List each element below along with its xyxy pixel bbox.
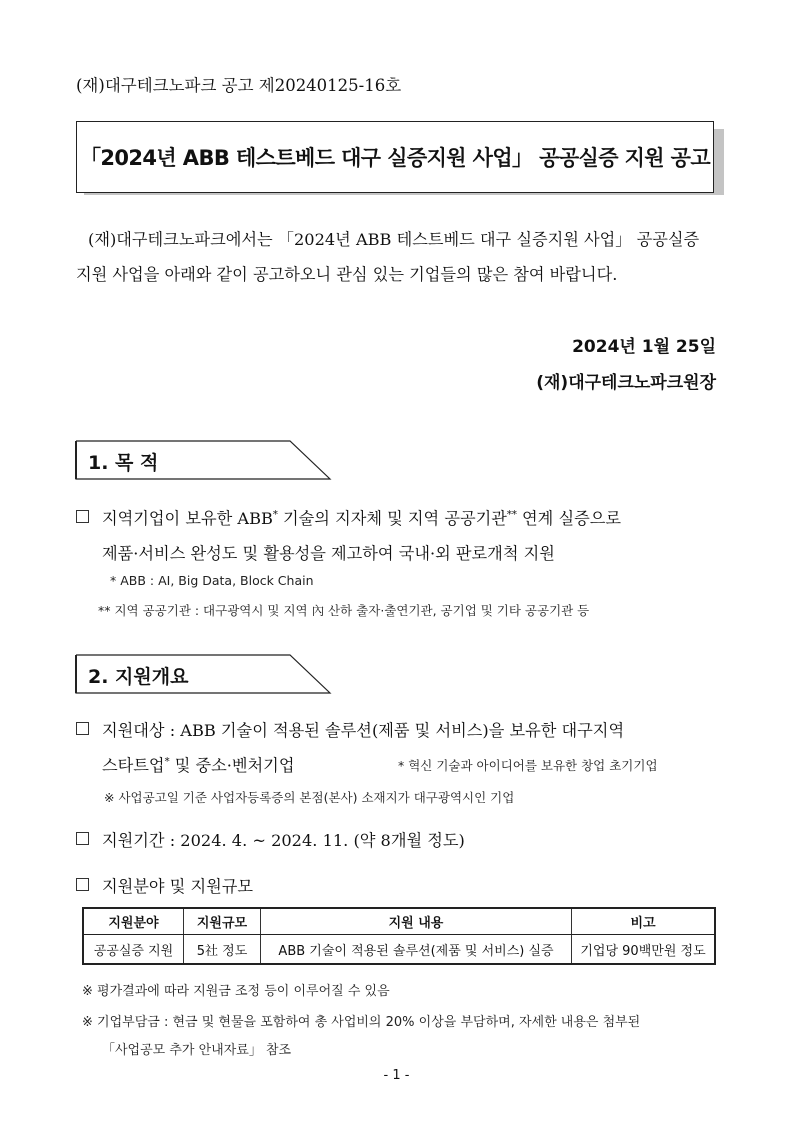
target-line-2 — [102, 752, 294, 776]
table-header: 지원 내용 — [261, 908, 572, 935]
announcement-date: 2024년 1월 25일 — [572, 337, 716, 357]
burden-note-line-1: ※ 기업부담금 : 현금 및 현물을 포함하여 총 사업비의 20% 이상을 부담하며, 자세한 내용은 첨부된 — [82, 1015, 641, 1030]
table-cell: ABB 기술이 적용된 솔루션(제품 및 서비스) 실증 — [261, 935, 572, 965]
hq-location-note: ※ 사업공고일 기준 사업자등록증의 본점(본사) 소재지가 대구광역시인 기업 — [104, 790, 515, 805]
document-title: 「2024년 ABB 테스트베드 대구 실증지원 사업」 공공실증 지원 공고 — [79, 146, 711, 170]
purpose-bullet — [76, 505, 621, 529]
period-bullet — [76, 827, 465, 851]
checkbox-square-icon — [76, 832, 89, 845]
startup-text: 스타트업 — [102, 756, 165, 775]
table-header-row — [83, 908, 715, 935]
table-cell: 5社 정도 — [184, 935, 261, 965]
purpose-text-c: 연계 실증으로 — [516, 509, 622, 528]
checkbox-square-icon — [76, 510, 89, 523]
section-2-title: 2. 지원개요 — [88, 666, 189, 688]
sme-text: 및 중소·벤처기업 — [169, 756, 295, 775]
title-box — [76, 121, 714, 193]
footnote-mark: * — [272, 509, 278, 521]
target-text: 지원대상 : ABB 기술이 적용된 솔루션(제품 및 서비스)을 보유한 대구지역 — [102, 721, 625, 740]
purpose-line-2: 제품·서비스 완성도 및 활용성을 제고하여 국내·외 판로개척 지원 — [102, 544, 555, 563]
support-table — [82, 907, 716, 965]
table-header: 비고 — [572, 908, 716, 935]
table-row — [83, 935, 715, 965]
intro-line-2: 지원 사업을 아래와 같이 공고하오니 관심 있는 기업들의 많은 참여 바랍니다. — [76, 265, 618, 284]
abb-footnote: * ABB : AI, Big Data, Block Chain — [110, 573, 314, 588]
period-text: 지원기간 : 2024. 4. ~ 2024. 11. (약 8개월 정도) — [102, 831, 465, 850]
section-1-title: 1. 목 적 — [88, 452, 159, 474]
section-1-heading — [76, 441, 332, 481]
document-number: (재)대구테크노파크 공고 제20240125-16호 — [76, 76, 402, 95]
target-bullet — [76, 717, 624, 741]
startup-footnote: * 혁신 기술과 아이디어를 보유한 창업 초기기업 — [398, 758, 658, 773]
field-scale-text: 지원분야 및 지원규모 — [102, 877, 254, 896]
purpose-text-b: 기술의 지자체 및 지역 공공기관 — [277, 509, 507, 528]
table-header: 지원분야 — [83, 908, 184, 935]
table-header: 지원규모 — [184, 908, 261, 935]
page-number: - 1 - — [383, 1068, 410, 1083]
field-scale-bullet — [76, 873, 253, 897]
table-cell: 기업당 90백만원 정도 — [572, 935, 716, 965]
checkbox-square-icon — [76, 878, 89, 891]
footnote-mark: ** — [506, 509, 517, 521]
evaluation-note: ※ 평가결과에 따라 지원금 조정 등이 이루어질 수 있음 — [82, 984, 390, 999]
footnote-mark: * — [164, 756, 170, 768]
public-agency-footnote: ** 지역 공공기관 : 대구광역시 및 지역 內 산하 출자·출연기관, 공기업 및 기타 공공기관 등 — [98, 603, 590, 618]
table-cell: 공공실증 지원 — [83, 935, 184, 965]
burden-note-line-2: 「사업공모 추가 안내자료」 참조 — [102, 1043, 292, 1058]
section-2-heading — [76, 655, 332, 695]
issuer-name: (재)대구테크노파크원장 — [536, 373, 716, 393]
checkbox-square-icon — [76, 722, 89, 735]
purpose-text-a: 지역기업이 보유한 ABB — [102, 509, 273, 528]
intro-line-1: (재)대구테크노파크에서는 「2024년 ABB 테스트베드 대구 실증지원 사업」 공공실증 — [88, 230, 700, 249]
